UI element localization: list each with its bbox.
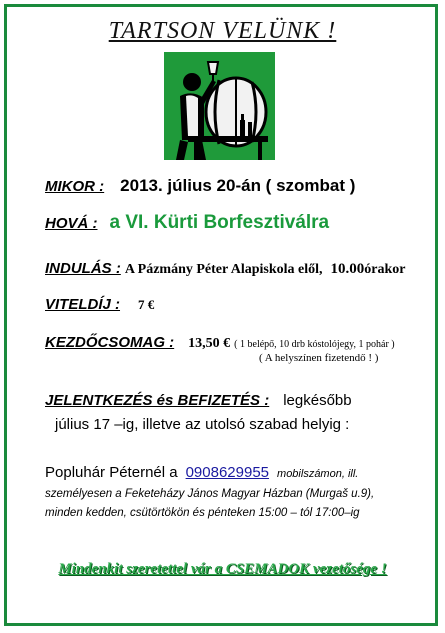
poster-title: TARTSON VELÜNK ! <box>108 18 337 44</box>
hova-row <box>45 212 329 234</box>
indulas-label: INDULÁS : <box>45 260 121 277</box>
contact-intro: Popluhár Péternél a <box>45 464 178 481</box>
contact-phone-suffix: mobilszámon, ill. <box>277 468 359 480</box>
indulas-row <box>45 260 405 278</box>
hova-value: a VI. Kürti Borfesztiválra <box>109 212 330 233</box>
contact-line2: személyesen a Feketeházy János Magyar Házban (Murgaš u.9), <box>45 488 375 500</box>
indulas-place: A Pázmány Péter Alapiskola elől, <box>124 262 323 277</box>
contact-phone-link[interactable]: 0908629955 <box>185 464 270 481</box>
jelentkezes-line2: július 17 –ig, illetve az utolsó szabad helyig : <box>55 416 350 433</box>
kezdocsomag-price: 13,50 € <box>188 336 231 351</box>
kezdocsomag-label: KEZDŐCSOMAG : <box>45 334 175 351</box>
jelentkezes-deadline-word: legkésőbb <box>283 392 352 409</box>
hova-label: HOVÁ : <box>45 215 98 232</box>
kezdocsomag-row <box>45 334 395 352</box>
contact-line1 <box>45 464 358 482</box>
indulas-time: 10.00 <box>330 261 365 277</box>
viteldij-row <box>45 296 154 314</box>
footer-message: Mindenkit szeretettel vár a CSEMADOK vezetősége ! <box>58 561 387 577</box>
viteldij-value: 7 € <box>138 297 155 312</box>
kezdocsomag-contents: ( 1 belépő, 10 drb kóstolójegy, 1 pohár ) <box>234 339 395 350</box>
wine-toast-silhouette-icon <box>164 52 275 160</box>
jelentkezes-row <box>45 392 352 410</box>
viteldij-label: VITELDÍJ : <box>45 296 121 313</box>
kezdocsomag-note: ( A helyszínen fizetendő ! ) <box>259 352 379 364</box>
contact-line3: minden kedden, csütörtökön és pénteken 15:00 – tól 17:00–ig <box>45 507 360 519</box>
mikor-row <box>45 176 355 196</box>
indulas-time-suffix: órakor <box>364 262 406 277</box>
jelentkezes-label: JELENTKEZÉS és BEFIZETÉS : <box>45 392 270 409</box>
mikor-value: 2013. július 20-án ( szombat ) <box>120 176 356 195</box>
mikor-label: MIKOR : <box>45 178 105 195</box>
